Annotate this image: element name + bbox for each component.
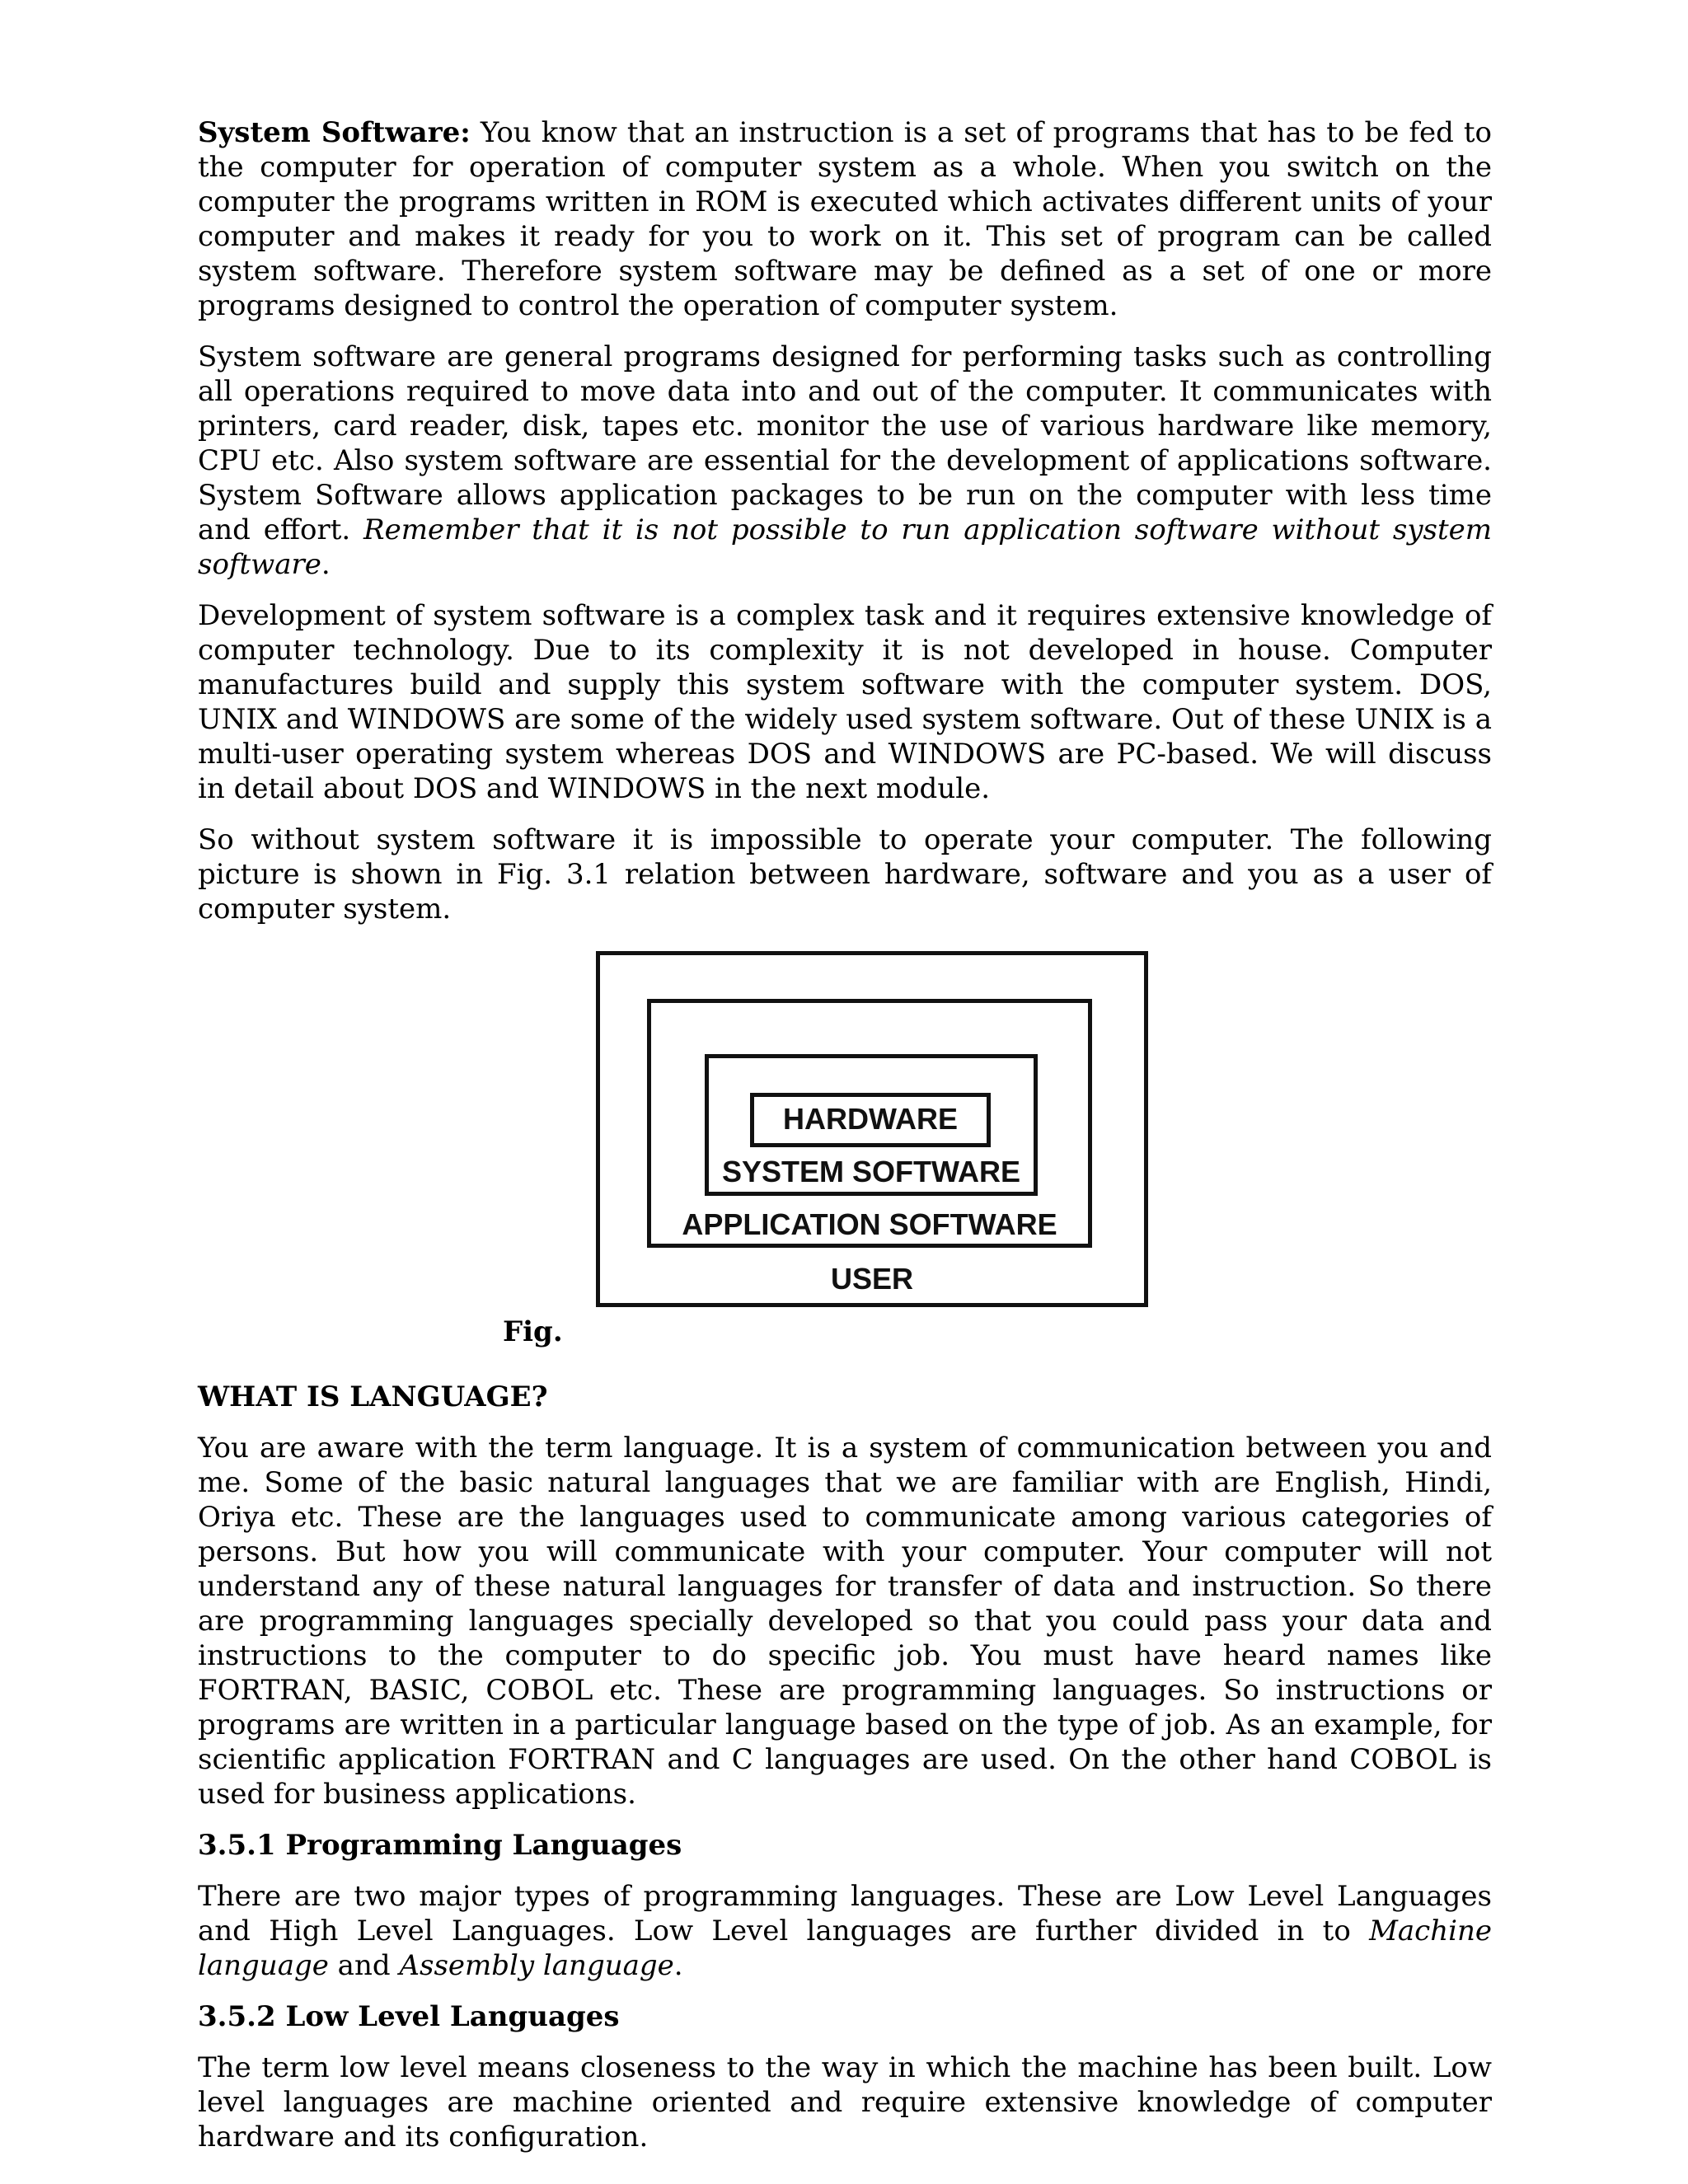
programming-text-end: .: [673, 1949, 683, 1982]
low-level-languages-paragraph: The term low level means closeness to the way in which the machine has been built. Low level languages are machine oriented and require extensive knowledge of computer hardware and its configuration.: [198, 2051, 1492, 2154]
programming-text-start: There are two major types of programming languages. These are Low Level Languages and High Level Languages. Low Level languages are further divided in to: [198, 1880, 1492, 1947]
document-page: [198, 115, 1492, 2171]
system-software-text-2-end: .: [321, 548, 331, 581]
system-software-paragraph-3: Development of system software is a complex task and it requires extensive knowledge of computer technology. Due to its complexity it is not developed in house. Computer manufactures build and supply this system software with the computer system. DOS, UNIX and WINDOWS are some of the widely used system software. Out of these UNIX is a multi-user operating system whereas DOS and WINDOWS are PC-based. We will discuss in detail about DOS and WINDOWS in the next module.: [198, 599, 1492, 805]
system-software-text-2: System software are general programs designed for performing tasks such as controlling all operations required to move data into and out of the computer. It communicates with printers, card reader, disk, tapes etc. monitor the use of various hardware like memory, CPU etc. Also system software are essential for the development of applications software. System Software allows application packages to be run on the computer with less time and effort.: [198, 340, 1492, 546]
language-heading: WHAT IS LANGUAGE?: [198, 1380, 548, 1413]
language-paragraph: You are aware with the term language. It is a system of communication between you and me. Some of the basic natural languages that we are familiar with are English, Hindi, Oriya etc. These are the languages used to communicate among various categories of persons. But how you will communicate with your computer. Your computer will not understand any of these natural languages for transfer of data and instruction. So there are programming languages specially developed so that you could pass your data and instructions to the computer to do specific job. You must have heard names like FORTRAN, BASIC, COBOL etc. These are programming languages. So instructions or programs are written in a particular language based on the type of job. As an example, for scientific application FORTRAN and C languages are used. On the other hand COBOL is used for business applications.: [198, 1432, 1492, 1811]
hardware-label: HARDWARE: [783, 1102, 958, 1136]
application-software-label: APPLICATION SOFTWARE: [682, 1207, 1057, 1241]
assembly-language-term: Assembly language: [399, 1949, 674, 1982]
system-software-text-1: You know that an instruction is a set of programs that has to be fed to the computer for operation of computer system as a whole. When you switch on the computer the programs written in ROM is executed which activates different units of your computer and makes it ready for you to work on it. This set of program can be called system software. Therefore system software may be defined as a set of one or more programs designed to control the operation of computer system.: [198, 116, 1492, 322]
system-software-lead: System Software:: [198, 116, 471, 149]
system-software-paragraph-4: So without system software it is impossible to operate your computer. The following picture is shown in Fig. 3.1 relation between hardware, software and you as a user of computer system.: [198, 823, 1492, 926]
system-software-label: SYSTEM SOFTWARE: [721, 1155, 1021, 1188]
programming-text-mid: and: [328, 1949, 400, 1982]
system-software-emphasis: Remember that it is not possible to run application software without system software: [198, 513, 1492, 581]
user-label: USER: [830, 1262, 914, 1296]
low-level-languages-heading: 3.5.2 Low Level Languages: [198, 2000, 620, 2033]
programming-languages-paragraph: [198, 1879, 1492, 1983]
layers-figure: [198, 951, 1492, 1380]
machine-language-term: Machine language: [198, 1915, 1492, 1982]
programming-languages-heading: 3.5.1 Programming Languages: [198, 1829, 682, 1862]
system-software-paragraph-1: [198, 115, 1492, 323]
figure-caption: Fig.: [503, 1315, 563, 1348]
system-software-paragraph-2: [198, 340, 1492, 582]
